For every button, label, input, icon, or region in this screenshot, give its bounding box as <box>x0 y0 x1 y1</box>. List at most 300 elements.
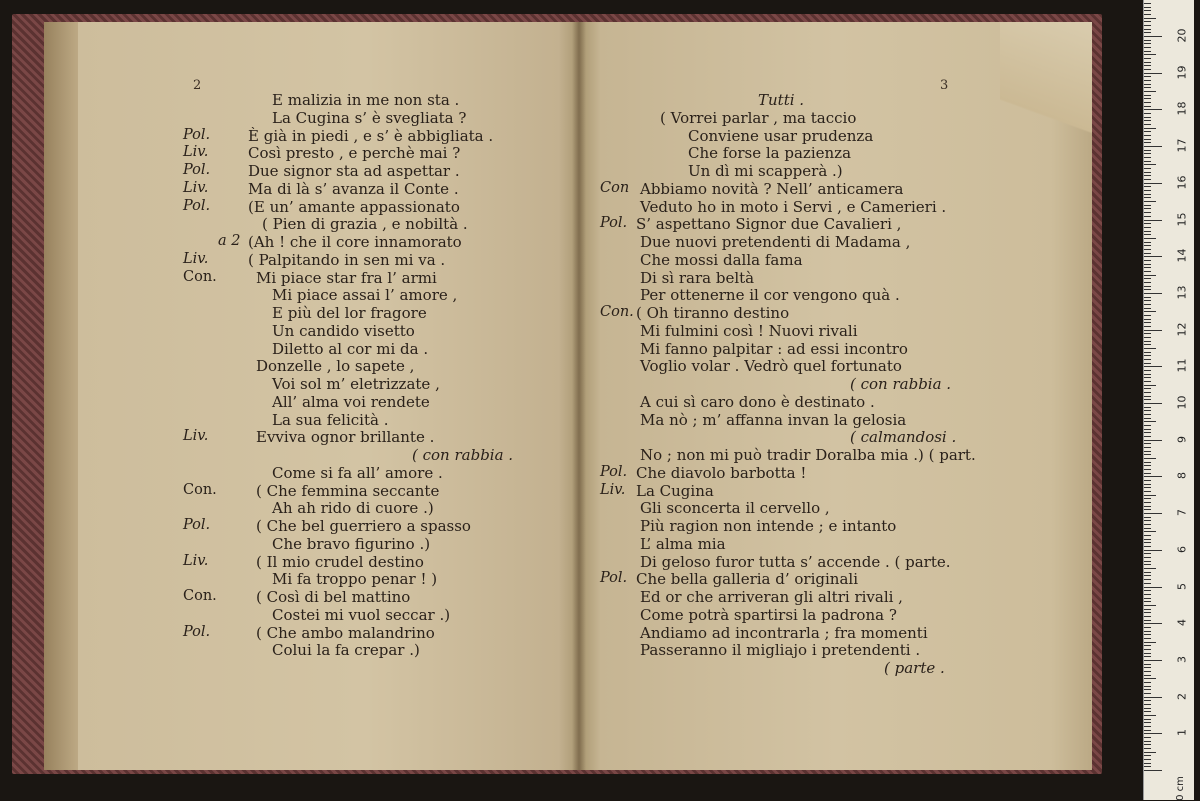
ruler-tick <box>1144 113 1151 114</box>
ruler-tick <box>1144 260 1151 261</box>
ruler-tick <box>1144 495 1156 496</box>
ruler-tick <box>1144 403 1162 404</box>
right-verse-line: S’ aspettano Signor due Cavalieri , <box>636 215 902 234</box>
ruler-tick <box>1144 135 1151 136</box>
ruler-tick <box>1144 220 1162 221</box>
ruler-tick <box>1144 352 1151 353</box>
left-speaker-label: Con. <box>183 268 217 285</box>
ruler-number: 10 <box>1175 395 1189 410</box>
ruler-tick <box>1144 385 1156 386</box>
left-speaker-label: Pol. <box>183 162 211 178</box>
left-verse-line: Evviva ognor brillante . <box>256 428 435 447</box>
ruler-tick <box>1144 245 1151 246</box>
ruler-tick <box>1144 65 1151 66</box>
ruler-tick <box>1144 253 1151 254</box>
left-verse-line: (E un’ amante appassionato <box>248 197 460 216</box>
left-verse-line: ( Che ambo malandrino <box>256 623 435 642</box>
left-verse-line: Ma di là s’ avanza il Conte . <box>248 179 459 198</box>
ruler-tick <box>1144 234 1151 235</box>
ruler-tick <box>1144 605 1156 606</box>
ruler-tick <box>1144 300 1151 301</box>
ruler-tick <box>1144 29 1151 30</box>
ruler-tick <box>1144 297 1151 298</box>
left-verse-line: E malizia in me non sta . <box>272 91 460 109</box>
ruler-tick <box>1144 374 1151 375</box>
left-verse-line: Voi sol m’ eletrizzate , <box>272 375 440 393</box>
ruler-tick <box>1144 337 1151 338</box>
ruler-tick <box>1144 231 1151 232</box>
ruler-tick <box>1144 117 1151 118</box>
ruler-tick <box>1144 491 1151 492</box>
ruler-tick <box>1144 462 1151 463</box>
ruler-tick <box>1144 264 1151 265</box>
ruler-tick <box>1144 286 1151 287</box>
ruler-tick <box>1144 32 1151 33</box>
ruler-tick <box>1144 62 1151 63</box>
left-verse-line: ( con rabbia . <box>412 446 514 464</box>
ruler-tick <box>1144 14 1151 15</box>
left-speaker-label: Liv. <box>183 179 209 196</box>
ruler-tick <box>1144 631 1151 632</box>
left-verse-line: Che bravo figurino .) <box>272 534 431 553</box>
ruler-tick <box>1144 649 1151 650</box>
ruler-tick <box>1144 473 1151 474</box>
left-page-edge <box>44 22 78 770</box>
ruler-tick <box>1144 161 1151 162</box>
ruler-tick <box>1144 564 1151 565</box>
ruler-tick <box>1144 766 1151 767</box>
ruler-tick <box>1144 3 1151 4</box>
ruler-tick <box>1144 212 1151 213</box>
ruler-tick <box>1144 634 1151 635</box>
ruler-tick <box>1144 520 1151 521</box>
ruler-tick <box>1144 730 1151 731</box>
ruler-tick <box>1144 388 1151 389</box>
right-verse-line: ( Vorrei parlar , ma taccio <box>660 108 857 127</box>
ruler-tick <box>1144 124 1151 125</box>
ruler-tick <box>1144 330 1162 331</box>
ruler-number: 11 <box>1175 358 1189 373</box>
ruler-tick <box>1144 583 1151 584</box>
ruler-tick <box>1144 623 1162 624</box>
ruler-tick <box>1144 627 1151 628</box>
ruler-tick <box>1144 476 1162 477</box>
ruler-tick <box>1144 242 1151 243</box>
ruler-tick <box>1144 131 1151 132</box>
left-verse-line: E più del lor fragore <box>272 304 427 322</box>
ruler-tick <box>1144 656 1151 657</box>
ruler-tick <box>1144 553 1151 554</box>
right-verse-line: Voglio volar . Vedrò quel fortunato <box>640 357 902 376</box>
ruler-tick <box>1144 370 1151 371</box>
left-verse-line: (Ah ! che il core innamorato <box>248 233 462 251</box>
ruler-tick <box>1144 653 1151 654</box>
ruler-tick <box>1144 348 1156 349</box>
ruler-number: 14 <box>1175 248 1189 263</box>
ruler-tick <box>1144 726 1151 727</box>
right-verse-line: Che bella galleria d’ originali <box>636 570 858 589</box>
ruler-number: 6 <box>1175 545 1189 553</box>
ruler-tick <box>1144 98 1151 99</box>
ruler-tick <box>1144 25 1151 26</box>
ruler-tick <box>1144 664 1151 665</box>
left-verse-line: ( Il mio crudel destino <box>256 552 424 571</box>
ruler-number: 12 <box>1175 322 1189 337</box>
right-speaker-label: Pol. <box>600 570 628 587</box>
ruler-tick <box>1144 377 1151 378</box>
ruler-tick <box>1144 513 1162 514</box>
ruler-tick <box>1144 671 1151 672</box>
ruler-tick <box>1144 153 1151 154</box>
ruler-tick <box>1144 763 1151 764</box>
ruler-tick <box>1144 109 1162 110</box>
ruler-number: 7 <box>1175 509 1189 517</box>
ruler-tick <box>1144 682 1151 683</box>
ruler-tick <box>1144 642 1156 643</box>
ruler-tick <box>1144 80 1151 81</box>
ruler-number: 1 <box>1175 729 1189 737</box>
ruler-tick <box>1144 524 1151 525</box>
ruler-tick <box>1144 711 1151 712</box>
ruler-tick <box>1144 304 1151 305</box>
left-page-number: 2 <box>193 78 202 93</box>
ruler-tick <box>1144 322 1151 323</box>
right-verse-line: Andiamo ad incontrarla ; fra momenti <box>640 623 928 642</box>
left-verse-line: Donzelle , lo sapete , <box>256 357 415 376</box>
left-verse-line: Colui la fa crepar .) <box>272 641 420 660</box>
ruler-tick <box>1144 689 1151 690</box>
right-verse-line: ( calmandosi . <box>850 428 957 447</box>
ruler-tick <box>1144 51 1151 52</box>
ruler-tick <box>1144 69 1151 70</box>
left-speaker-label: Pol. <box>183 623 211 640</box>
ruler-tick <box>1144 106 1151 107</box>
ruler-tick <box>1144 469 1151 470</box>
ruler-tick <box>1144 686 1151 687</box>
ruler-tick <box>1144 311 1156 312</box>
ruler-tick <box>1144 282 1151 283</box>
ruler-number: 2 <box>1175 692 1189 700</box>
ruler-tick <box>1144 700 1151 701</box>
ruler-tick <box>1144 36 1162 37</box>
right-verse-line: Conviene usar prudenza <box>688 126 874 145</box>
ruler-tick <box>1144 164 1156 165</box>
ruler-tick <box>1144 54 1156 55</box>
ruler-tick <box>1144 660 1162 661</box>
left-verse-line: Mi piace star fra l’ armi <box>256 268 437 287</box>
ruler-tick <box>1144 319 1151 320</box>
ruler-tick <box>1144 10 1151 11</box>
ruler-tick <box>1144 480 1151 481</box>
measuring-ruler <box>1143 0 1194 800</box>
ruler-tick <box>1144 502 1151 503</box>
left-speaker-label: Liv. <box>183 428 209 445</box>
ruler-tick <box>1144 708 1151 709</box>
ruler-tick <box>1144 733 1162 734</box>
ruler-tick <box>1144 506 1151 507</box>
ruler-tick <box>1144 722 1151 723</box>
ruler-tick <box>1144 333 1151 334</box>
ruler-tick <box>1144 197 1151 198</box>
ruler-tick <box>1144 557 1151 558</box>
ruler-tick <box>1144 675 1151 676</box>
ruler-tick <box>1144 47 1151 48</box>
left-verse-line: ( Pien di grazia , e nobiltà . <box>262 215 468 234</box>
right-verse-line: Mi fulmini così ! Nuovi rivali <box>640 321 858 340</box>
ruler-tick <box>1144 289 1151 290</box>
ruler-tick <box>1144 249 1151 250</box>
ruler-tick <box>1144 18 1156 19</box>
right-verse-line: A cui sì caro dono è destinato . <box>640 392 875 411</box>
left-verse-line: Ah ah rido di cuore .) <box>272 499 434 518</box>
left-speaker-label: Pol. <box>183 126 211 143</box>
ruler-number: 5 <box>1175 582 1189 590</box>
ruler-tick <box>1144 172 1151 173</box>
left-speaker-label: a 2 <box>218 233 241 249</box>
ruler-tick <box>1144 436 1151 437</box>
ruler-tick <box>1144 7 1151 8</box>
right-verse-line: Di sì rara beltà <box>640 268 755 287</box>
ruler-tick <box>1144 40 1151 41</box>
ruler-tick <box>1144 601 1151 602</box>
ruler-tick <box>1144 579 1151 580</box>
ruler-number: 8 <box>1175 472 1189 480</box>
ruler-tick <box>1144 396 1151 397</box>
ruler-tick <box>1144 432 1151 433</box>
right-verse-line: ( parte . <box>884 659 945 677</box>
left-verse-line: È già in piedi , e s’ è abbigliata . <box>248 126 494 145</box>
left-verse-line: Costei mi vuol seccar .) <box>272 605 451 624</box>
ruler-unit: 0 cm <box>1174 776 1186 801</box>
ruler-tick <box>1144 715 1156 716</box>
right-verse-line: Ma nò ; m’ affanna invan la gelosia <box>640 410 907 429</box>
ruler-tick <box>1144 744 1151 745</box>
left-verse-line: La Cugina s’ è svegliata ? <box>272 108 467 127</box>
right-verse-line: L’ alma mia <box>640 534 726 553</box>
left-verse-line: Un candido visetto <box>272 321 415 340</box>
ruler-tick <box>1144 752 1156 753</box>
left-verse-line: ( Che femmina seccante <box>256 481 440 500</box>
ruler-number: 15 <box>1175 212 1189 226</box>
folded-corner <box>1000 22 1092 172</box>
ruler-tick <box>1144 531 1156 532</box>
ruler-tick <box>1144 414 1151 415</box>
ruler-tick <box>1144 238 1156 239</box>
ruler-tick <box>1144 84 1151 85</box>
left-speaker-label: Con. <box>183 588 217 604</box>
ruler-tick <box>1144 208 1151 209</box>
ruler-tick <box>1144 363 1151 364</box>
left-verse-line: Mi piace assai l’ amore , <box>272 286 458 305</box>
ruler-tick <box>1144 737 1151 738</box>
left-verse-line: Come si fa all’ amore . <box>272 463 443 482</box>
ruler-number: 17 <box>1175 138 1189 153</box>
ruler-tick <box>1144 179 1151 180</box>
right-verse-line: La Cugina <box>636 481 714 500</box>
left-verse-line: Due signor sta ad aspettar . <box>248 162 460 180</box>
ruler-tick <box>1144 58 1151 59</box>
left-speaker-label: Liv. <box>183 144 209 161</box>
left-verse-line: ( Che bel guerriero a spasso <box>256 517 471 535</box>
ruler-number: 16 <box>1175 175 1189 190</box>
ruler-tick <box>1144 150 1151 151</box>
ruler-tick <box>1144 487 1151 488</box>
ruler-tick <box>1144 425 1151 426</box>
ruler-tick <box>1144 168 1151 169</box>
ruler-tick <box>1144 308 1151 309</box>
ruler-tick <box>1144 421 1156 422</box>
ruler-tick <box>1144 550 1162 551</box>
right-speaker-label: Pol. <box>600 215 628 232</box>
ruler-tick <box>1144 509 1151 510</box>
ruler-tick <box>1144 275 1156 276</box>
right-verse-line: No ; non mi può tradir Doralba mia .) ( part. <box>640 446 976 464</box>
ruler-tick <box>1144 186 1151 187</box>
right-verse-line: Di geloso furor tutta s’ accende . ( parte. <box>640 552 951 571</box>
ruler-tick <box>1144 43 1151 44</box>
right-verse-line: Abbiamo novità ? Nell’ anticamera <box>640 179 904 198</box>
ruler-number: 3 <box>1175 655 1189 663</box>
ruler-tick <box>1144 440 1162 441</box>
right-verse-line: Passeranno il migliajo i pretendenti . <box>640 641 921 660</box>
ruler-tick <box>1144 542 1151 543</box>
right-verse-line: Un dì mi scapperà .) <box>688 162 843 180</box>
ruler-tick <box>1144 572 1151 573</box>
right-verse-line: Per ottenerne il cor vengono quà . <box>640 286 900 305</box>
ruler-tick <box>1144 454 1151 455</box>
right-verse-line: Che forse la pazienza <box>688 144 852 163</box>
ruler-tick <box>1144 216 1151 217</box>
ruler-tick <box>1144 638 1151 639</box>
ruler-tick <box>1144 139 1151 140</box>
ruler-tick <box>1144 73 1162 74</box>
ruler-tick <box>1144 201 1156 202</box>
ruler-tick <box>1144 341 1151 342</box>
ruler-tick <box>1144 447 1151 448</box>
ruler-tick <box>1144 326 1151 327</box>
ruler-tick <box>1144 366 1162 367</box>
right-verse-line: Gli sconcerta il cervello , <box>640 499 830 518</box>
left-speaker-label: Pol. <box>183 517 211 533</box>
right-verse-line: Mi fanno palpitar : ad essi incontro <box>640 339 908 358</box>
ruler-tick <box>1144 770 1162 771</box>
ruler-tick <box>1144 443 1151 444</box>
left-speaker-label: Pol. <box>183 197 211 214</box>
ruler-number: 20 <box>1175 28 1189 43</box>
ruler-tick <box>1144 561 1151 562</box>
left-verse-line: Così presto , e perchè mai ? <box>248 144 461 163</box>
right-speaker-label: Pol. <box>600 463 628 480</box>
left-speaker-label: Liv. <box>183 250 209 267</box>
ruler-tick <box>1144 418 1151 419</box>
ruler-tick <box>1144 612 1151 613</box>
left-speaker-label: Liv. <box>183 552 209 569</box>
ruler-tick <box>1144 407 1151 408</box>
ruler-number: 13 <box>1175 285 1189 300</box>
ruler-number: 18 <box>1175 101 1189 116</box>
left-verse-line: Diletto al cor mi da . <box>272 339 429 358</box>
ruler-tick <box>1144 590 1151 591</box>
ruler-tick <box>1144 359 1151 360</box>
ruler-tick <box>1144 598 1151 599</box>
ruler-tick <box>1144 498 1151 499</box>
ruler-tick <box>1144 704 1151 705</box>
ruler-tick <box>1144 223 1151 224</box>
ruler-tick <box>1144 451 1151 452</box>
ruler-tick <box>1144 278 1151 279</box>
right-verse-line: Che mossi dalla fama <box>640 250 803 269</box>
right-verse-line: ( Oh tiranno destino <box>636 304 790 322</box>
ruler-tick <box>1144 759 1151 760</box>
ruler-tick <box>1144 719 1151 720</box>
ruler-tick <box>1144 194 1151 195</box>
right-verse-line: Più ragion non intende ; e intanto <box>640 517 897 535</box>
ruler-tick <box>1144 620 1151 621</box>
ruler-tick <box>1144 575 1151 576</box>
ruler-tick <box>1144 157 1151 158</box>
ruler-tick <box>1144 609 1151 610</box>
ruler-tick <box>1144 205 1151 206</box>
ruler-tick <box>1144 315 1151 316</box>
left-verse-line: ( Così di bel mattino <box>256 588 411 606</box>
ruler-tick <box>1144 21 1151 22</box>
right-verse-line: Due nuovi pretendenti di Madama , <box>640 233 911 251</box>
ruler-number: 4 <box>1175 619 1189 627</box>
ruler-tick <box>1144 587 1162 588</box>
ruler-tick <box>1144 697 1162 698</box>
ruler-tick <box>1144 142 1151 143</box>
ruler-tick <box>1144 267 1151 268</box>
ruler-tick <box>1144 128 1156 129</box>
ruler-tick <box>1144 594 1151 595</box>
right-speaker-label: Con <box>600 179 630 196</box>
ruler-tick <box>1144 76 1151 77</box>
right-verse-line: ( con rabbia . <box>850 375 952 393</box>
ruler-tick <box>1144 678 1156 679</box>
ruler-tick <box>1144 484 1151 485</box>
ruler-tick <box>1144 190 1151 191</box>
ruler-tick <box>1144 355 1151 356</box>
right-verse-line: Come potrà spartirsi la padrona ? <box>640 605 897 624</box>
ruler-tick <box>1144 748 1151 749</box>
left-verse-line: ( Palpitando in sen mi va . <box>248 250 446 269</box>
right-speaker-label: Liv. <box>600 481 626 498</box>
ruler-tick <box>1144 568 1156 569</box>
ruler-tick <box>1144 120 1151 121</box>
ruler-tick <box>1144 146 1162 147</box>
ruler-number: 19 <box>1175 65 1189 80</box>
ruler-tick <box>1144 175 1151 176</box>
ruler-tick <box>1144 410 1151 411</box>
right-verse-line: Che diavolo barbotta ! <box>636 463 807 482</box>
right-page-number: 3 <box>940 78 949 93</box>
ruler-tick <box>1144 87 1151 88</box>
left-verse-line: La sua felicità . <box>272 410 389 429</box>
ruler-tick <box>1144 227 1151 228</box>
ruler-tick <box>1144 381 1151 382</box>
ruler-tick <box>1144 693 1151 694</box>
right-verse-line: Veduto ho in moto i Servi , e Camerieri . <box>640 197 947 216</box>
ruler-tick <box>1144 645 1151 646</box>
ruler-tick <box>1144 517 1151 518</box>
ruler-tick <box>1144 755 1151 756</box>
right-verse-line: Tutti . <box>758 91 805 109</box>
book-gutter <box>572 22 586 770</box>
ruler-tick <box>1144 256 1162 257</box>
right-verse-line: Ed or che arriveran gli altri rivali , <box>640 588 903 606</box>
ruler-tick <box>1144 465 1151 466</box>
ruler-tick <box>1144 95 1151 96</box>
